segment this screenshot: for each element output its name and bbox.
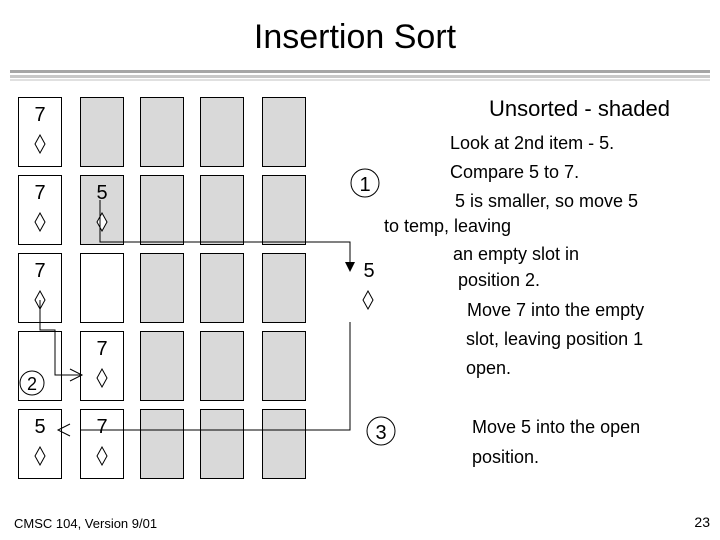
card-value: 5 xyxy=(96,182,108,204)
arrow-to-temp xyxy=(100,200,355,272)
explanation-line: position 2. xyxy=(458,270,541,290)
footer-course: CMSC 104, Version 9/01 xyxy=(14,516,158,531)
step-2-label: 2 xyxy=(26,374,38,394)
step-1-label: 1 xyxy=(359,174,371,196)
explanation-line: to temp, leaving xyxy=(384,216,512,236)
step-2-circle xyxy=(20,371,44,395)
explanation-line: Compare 5 to 7. xyxy=(450,162,580,182)
card-value: 7 xyxy=(34,260,46,282)
card-value: 7 xyxy=(96,416,108,438)
final-step-line: Move 5 into the open xyxy=(472,417,641,437)
step-1-circle xyxy=(351,169,379,197)
card-value: 7 xyxy=(96,338,108,360)
arrow-5-to-position-1 xyxy=(58,322,350,436)
slide-title: Insertion Sort xyxy=(253,18,457,56)
legend-heading: Unsorted - shaded xyxy=(489,96,670,121)
explanation-line: Move 7 into the empty xyxy=(467,300,645,320)
temp-card-value: 5 xyxy=(363,260,375,282)
step-3-circle xyxy=(367,417,395,445)
explanation-line: an empty slot in xyxy=(453,244,580,264)
explanation-line: open. xyxy=(466,358,512,378)
card-value: 5 xyxy=(34,416,46,438)
card-value: 7 xyxy=(34,104,46,126)
arrow-7-to-position-2 xyxy=(40,300,82,381)
explanation-line: 5 is smaller, so move 5 xyxy=(455,191,639,211)
final-step-line: position. xyxy=(472,447,540,467)
explanation-line: Look at 2nd item - 5. xyxy=(450,133,615,153)
card-value: 7 xyxy=(34,182,46,204)
step-3-label: 3 xyxy=(375,422,387,444)
page-number: 23 xyxy=(694,514,710,530)
temp-card-diamond-icon xyxy=(362,290,374,310)
explanation-line: slot, leaving position 1 xyxy=(466,329,644,349)
